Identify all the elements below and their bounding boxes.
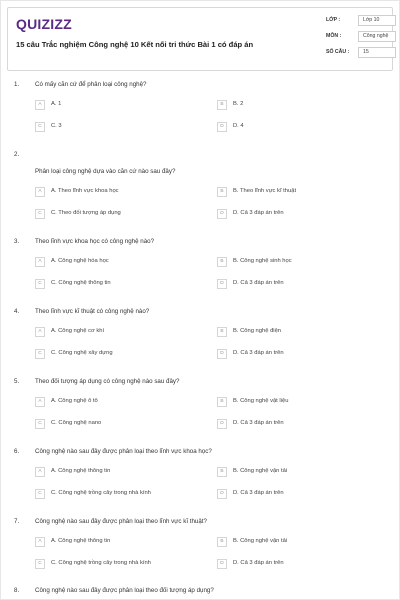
option-d[interactable]: [217, 559, 367, 570]
option-letter-box: C: [35, 349, 45, 359]
option-letter-box: A: [35, 537, 45, 547]
question-text: Công nghệ nào sau đây được phân loại theo lĩnh vực khoa học?: [35, 448, 212, 455]
question-number: 7.: [14, 518, 20, 525]
question-number: 2.: [14, 151, 20, 158]
option-letter-box: C: [35, 419, 45, 429]
option-text: D. Cả 3 đáp án trên: [233, 280, 284, 286]
question-number: 4.: [14, 308, 20, 315]
option-letter-box: A: [35, 257, 45, 267]
option-letter-box: C: [35, 279, 45, 289]
question-number: 6.: [14, 448, 20, 455]
option-a[interactable]: [35, 537, 185, 548]
question-number: 3.: [14, 238, 20, 245]
question-count-label: SỐ CÂU :: [326, 49, 350, 55]
worksheet-header: [7, 7, 393, 71]
option-letter-box: A: [35, 467, 45, 477]
option-text: C. Công nghệ xây dựng: [51, 350, 113, 356]
option-text: A. Công nghệ thông tin: [51, 538, 111, 544]
option-letter-box: D: [217, 279, 227, 289]
question-count-value: 15: [358, 47, 396, 58]
option-letter-box: A: [35, 397, 45, 407]
option-text: D. Cả 3 đáp án trên: [233, 560, 284, 566]
option-letter-box: B: [217, 257, 227, 267]
option-text: D. Cả 3 đáp án trên: [233, 210, 284, 216]
question-text: Theo lĩnh vực kĩ thuật có công nghệ nào?: [35, 308, 150, 315]
option-text: D. 4: [233, 123, 244, 129]
quizizz-logo: QUIZIZZ: [16, 16, 72, 32]
option-text: C. Công nghệ trồng cây trong nhà kính: [51, 490, 151, 496]
option-letter-box: C: [35, 122, 45, 132]
option-d[interactable]: [217, 122, 367, 133]
option-letter-box: C: [35, 559, 45, 569]
option-text: C. Công nghệ thông tin: [51, 280, 111, 286]
option-a[interactable]: [35, 397, 185, 408]
option-letter-box: B: [217, 100, 227, 110]
option-c[interactable]: [35, 209, 185, 220]
option-letter-box: B: [217, 537, 227, 547]
option-b[interactable]: [217, 327, 367, 338]
option-d[interactable]: [217, 209, 367, 220]
subject-label: MÔN :: [326, 33, 342, 39]
option-text: C. 3: [51, 123, 62, 129]
option-d[interactable]: [217, 279, 367, 290]
option-letter-box: B: [217, 327, 227, 337]
option-text: B. Công nghệ vận tải: [233, 468, 288, 474]
option-d[interactable]: [217, 489, 367, 500]
option-d[interactable]: [217, 419, 367, 430]
question-text: Theo lĩnh vực khoa học có công nghệ nào?: [35, 238, 155, 245]
option-text: A. 1: [51, 101, 62, 107]
option-text: D. Cả 3 đáp án trên: [233, 490, 284, 496]
option-b[interactable]: [217, 537, 367, 548]
question-text: Phân loại công nghệ dựa vào căn cứ nào sau đây?: [35, 168, 176, 175]
option-text: D. Cả 3 đáp án trên: [233, 420, 284, 426]
option-b[interactable]: [217, 100, 367, 111]
option-text: B. Công nghệ vận tải: [233, 538, 288, 544]
question-text: Theo đối tượng áp dụng có công nghệ nào sau đây?: [35, 378, 180, 385]
question-text: Công nghệ nào sau đây được phân loại theo đối tượng áp dụng?: [35, 587, 214, 594]
option-letter-box: D: [217, 209, 227, 219]
option-text: A. Công nghệ cơ khí: [51, 328, 105, 334]
option-letter-box: B: [217, 467, 227, 477]
option-letter-box: B: [217, 397, 227, 407]
option-text: A. Công nghệ hóa học: [51, 258, 109, 264]
option-a[interactable]: [35, 100, 185, 111]
option-a[interactable]: [35, 327, 185, 338]
option-letter-box: C: [35, 489, 45, 499]
option-text: B. Công nghệ vật liệu: [233, 398, 289, 404]
option-text: A. Công nghệ ô tô: [51, 398, 98, 404]
option-c[interactable]: [35, 122, 185, 133]
option-c[interactable]: [35, 279, 185, 290]
option-a[interactable]: [35, 257, 185, 268]
option-letter-box: D: [217, 489, 227, 499]
option-b[interactable]: [217, 397, 367, 408]
question-text: Có mấy căn cứ để phân loại công nghệ?: [35, 81, 147, 88]
question-number: 1.: [14, 81, 20, 88]
option-text: B. Công nghệ điện: [233, 328, 282, 334]
option-c[interactable]: [35, 559, 185, 570]
question-number: 8.: [14, 587, 20, 594]
option-a[interactable]: [35, 467, 185, 478]
option-text: A. Theo lĩnh vực khoa học: [51, 188, 119, 194]
option-c[interactable]: [35, 349, 185, 360]
option-text: C. Theo đối tượng áp dụng: [51, 210, 121, 216]
option-d[interactable]: [217, 349, 367, 360]
option-a[interactable]: [35, 187, 185, 198]
subject-value: Công nghệ: [358, 31, 396, 42]
option-text: C. Công nghệ nano: [51, 420, 102, 426]
worksheet-title: 15 câu Trắc nghiệm Công nghệ 10 Kết nối tri thức Bài 1 có đáp án: [16, 40, 254, 49]
option-letter-box: C: [35, 209, 45, 219]
option-letter-box: A: [35, 100, 45, 110]
option-letter-box: B: [217, 187, 227, 197]
option-text: B. 2: [233, 101, 244, 107]
option-text: D. Cả 3 đáp án trên: [233, 350, 284, 356]
option-text: B. Công nghệ sinh học: [233, 258, 292, 264]
question-number: 5.: [14, 378, 20, 385]
option-letter-box: A: [35, 187, 45, 197]
option-letter-box: D: [217, 122, 227, 132]
option-c[interactable]: [35, 419, 185, 430]
option-text: A. Công nghệ thông tin: [51, 468, 111, 474]
grade-value: Lớp 10: [358, 15, 396, 26]
option-c[interactable]: [35, 489, 185, 500]
grade-label: LỚP :: [326, 17, 341, 23]
option-text: B. Theo lĩnh vực kĩ thuật: [233, 188, 297, 194]
option-letter-box: D: [217, 349, 227, 359]
option-letter-box: D: [217, 559, 227, 569]
option-b[interactable]: [217, 467, 367, 478]
option-letter-box: A: [35, 327, 45, 337]
option-b[interactable]: [217, 187, 367, 198]
option-text: C. Công nghệ trồng cây trong nhà kính: [51, 560, 151, 566]
option-letter-box: D: [217, 419, 227, 429]
question-text: Công nghệ nào sau đây được phân loại theo lĩnh vực kĩ thuật?: [35, 518, 207, 525]
option-b[interactable]: [217, 257, 367, 268]
